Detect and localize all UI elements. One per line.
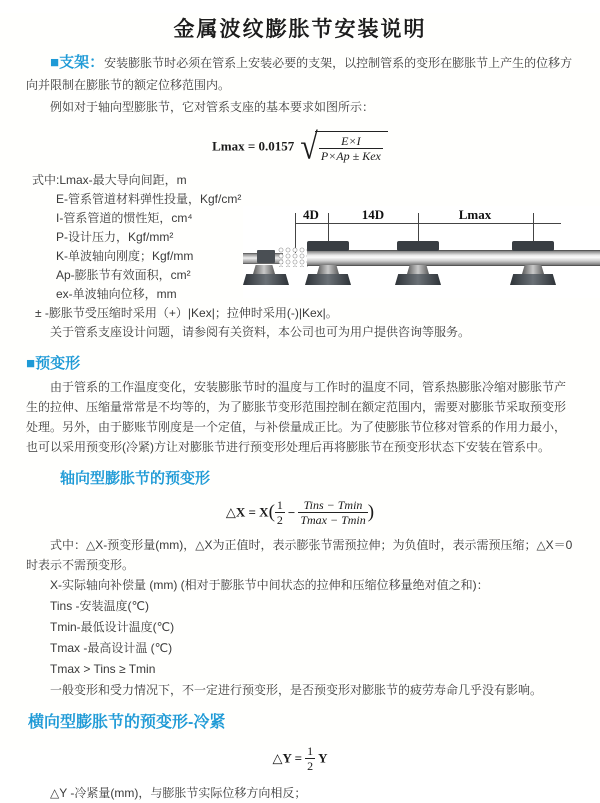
support-cap [397,241,439,251]
fraction-denominator: 2 [307,759,314,773]
guide-spacing-formula [26,125,574,167]
fraction-numerator: 1 [307,744,314,758]
blue-square-icon: ■ [26,355,36,372]
fraction-denominator: Tmax − Tmin [300,513,366,527]
open-paren: ( [268,501,275,523]
fraction-half [275,498,285,527]
definition-row: 关于管系支座设计问题，请参阅有关资料，本公司也可为用户提供咨询等服务。 [50,325,471,339]
lateral-cold-pull-formula [26,744,574,773]
sqrt-radical-icon: √ [300,125,318,167]
note-line: Tmin-最低设计温度(℃) [50,620,175,634]
fraction-denominator: 2 [276,513,283,527]
formula-lhs: △Y = [272,750,303,766]
support-neck [253,265,275,274]
note-line: X-实际轴向补偿量 (mm) (相对于膨胀节中间状态的拉伸和压缩位移量绝对值之和)： [50,578,489,592]
axial-predeform-formula [26,498,574,527]
fraction-numerator: E×I [341,133,361,148]
support-heading-label: 支架： [59,54,105,71]
support-cap [512,241,554,251]
bellows-expansion-joint-icon [278,247,308,267]
definition-row: Ap-膨胀节有效面积，cm² [56,268,191,282]
close-paren: ) [367,501,375,523]
axial-subsection-heading: 轴向型膨胀节的预变形 [60,470,211,487]
note-line: Tmax -最高设计温 (℃) [50,641,173,655]
support-paragraph-text: 安装膨胀节时必须在管系上安装必要的支架，以控制管系的变形在膨胀节上产生的位移方向并限制在膨胀节的额定位移范围内。 [26,56,573,92]
support-base [305,274,351,285]
fraction-numerator: 1 [276,498,283,512]
definition-row: P-设计压力，Kgf/mm² [56,230,174,244]
anchor-support-base [243,274,289,285]
anchor-clamp [257,250,275,263]
definition-row: I-管系管道的惯性矩，cm⁴ [56,211,193,225]
definition-row: K-单波轴向刚度；Kgf/mm [56,249,194,263]
predeform-heading-label: 预变形 [35,355,81,372]
predeform-section-heading [26,352,574,373]
page-title: 金属波纹膨胀节安装说明 [173,18,427,41]
lateral-subsection-heading: 横向型膨胀节的预变形-冷紧 [28,714,226,731]
support-section-heading [50,54,104,71]
support-neck [317,265,339,274]
definition-row: 式中:Lmax-最大导向间距，m [32,173,187,187]
formula-lhs: △X = X [225,504,269,520]
temperature-fraction [298,498,367,527]
dim-label-14d: 14D [361,207,385,222]
note-line: 式中：△X-预变形量(mm)，△X为正值时，表示膨张节需预拉伸；为负值时，表示需预压缩；△X＝0时表示不需预变形。 [26,538,573,572]
definition-row: ± -膨胀节受压缩时采用（+）|Kex|；拉伸时采用(-)|Kex|。 [35,306,338,320]
pipe [307,250,600,266]
support-base [395,274,441,285]
support-intro-paragraph [26,52,574,96]
lateral-note: △Y -冷紧量(mm)，与膨胀节实际位移方向相反； [50,786,307,800]
predeform-paragraph: 由于管系的工作温度变化，安装膨胀节时的温度与工作时的温度不同，管系热膨胀冷缩对膨胀节产生的拉伸、压缩量常常是不均等的，为了膨胀节变形范围控制在额定范围内，需要对膨胀节采取预变形处理。另外，由于膨账节刚度是一个定值，与补偿量成正比。为了使膨胀节位移对管系的作用力最小，也可以采用预变形(冷紧)方让对膨胀节进行预变形处理后再将膨胀节在预变形状态下安装在管系中。 [26,380,567,454]
support-cap [307,241,349,251]
dim-label-lmax: Lmax [458,207,492,222]
fraction [319,134,383,163]
fraction-half [305,744,315,773]
note-line: 一般变形和受力情况下，不一定进行预变形，是否预变形对膨胀节的疲劳寿命几乎没有影响。 [50,683,543,697]
support-base [510,274,556,285]
blue-square-icon: ■ [50,54,60,71]
dimension-line [295,223,561,224]
fraction-numerator: Tins − Tmin [303,498,363,512]
pipe-support-diagram [243,206,600,298]
document-page [0,13,600,800]
dim-label-4d: 4D [303,207,319,222]
definition-row: E-管系管道材料弹性投量，Kgf/cm² [56,192,242,206]
note-line: Tins -安装温度(℃) [50,599,150,613]
formula-rhs: Y [318,750,328,766]
axial-notes [26,535,574,701]
support-neck [407,265,429,274]
note-line: Tmax > Tins ≥ Tmin [50,662,156,676]
definition-row: ex-单波轴向位移，mm [56,287,177,301]
example-paragraph: 例如对于轴向型膨胀节，它对管系支座的基本要求如图所示： [50,100,375,114]
fraction-denominator: P×Ap ± Kex [320,148,381,163]
formula-lhs: Lmax = 0.0157 [212,138,295,154]
sqrt-body [315,131,388,163]
minus-operator: − [287,504,296,520]
support-neck [522,265,544,274]
